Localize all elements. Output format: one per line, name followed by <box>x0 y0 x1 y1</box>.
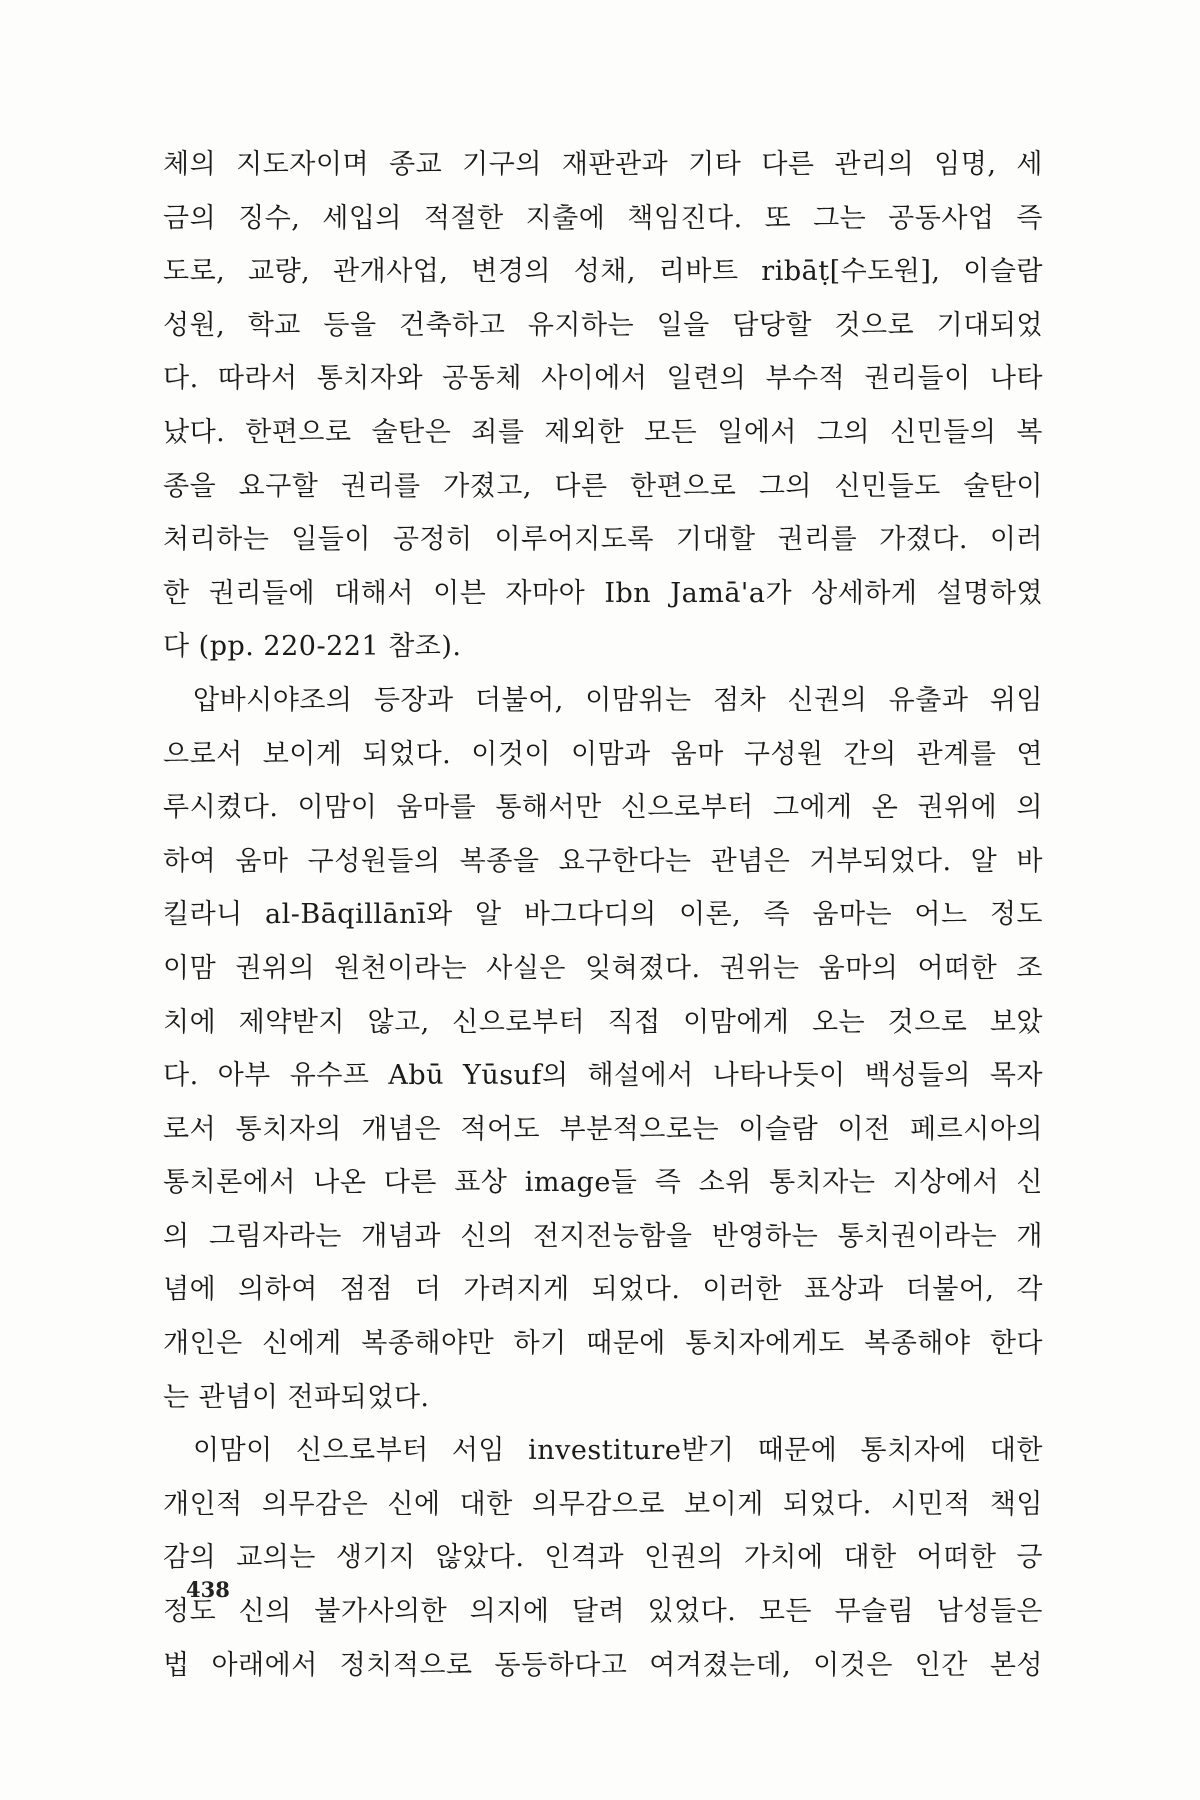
paragraph-2 <box>163 674 1043 1424</box>
text-line: 로서 통치자의 개념은 적어도 부분적으로는 이슬람 이전 페르시아의 <box>163 1113 1043 1145</box>
text-line: 종을 요구할 권리를 가졌고, 다른 한편으로 그의 신민들도 술탄이 <box>163 470 1043 502</box>
text-line: 치에 제약받지 않고, 신으로부터 직접 이맘에게 오는 것으로 보았 <box>163 1006 1043 1038</box>
text-line: 이맘 권위의 원천이라는 사실은 잊혀졌다. 권위는 움마의 어떠한 조 <box>163 952 1043 984</box>
text-line: 이맘이 신으로부터 서임 investiture받기 때문에 통치자에 대한 <box>193 1435 1043 1467</box>
text-line: 한 권리들에 대해서 이븐 자마아 Ibn Jamā'a가 상세하게 설명하였 <box>163 577 1043 609</box>
text-line: 개인적 의무감은 신에 대한 의무감으로 보이게 되었다. 시민적 책임 <box>163 1488 1043 1520</box>
text-line: 감의 교의는 생기지 않았다. 인격과 인권의 가치에 대한 어떠한 긍 <box>163 1542 1043 1574</box>
text-line: 금의 징수, 세입의 적절한 지출에 책임진다. 또 그는 공동사업 즉 <box>163 202 1043 234</box>
text-line: 으로서 보이게 되었다. 이것이 이맘과 움마 구성원 간의 관계를 연 <box>163 738 1043 770</box>
text-line: 킬라니 al-Bāqillānī와 알 바그다디의 이론, 즉 움마는 어느 정도 <box>163 899 1043 931</box>
text-line: 성원, 학교 등을 건축하고 유지하는 일을 담당할 것으로 기대되었 <box>163 309 1043 341</box>
page-number: 438 <box>186 1577 230 1602</box>
text-line: 체의 지도자이며 종교 기구의 재판관과 기타 다른 관리의 임명, 세 <box>163 149 1043 180</box>
text-line: 다. 따라서 통치자와 공동체 사이에서 일련의 부수적 권리들이 나타 <box>163 363 1043 395</box>
paragraph-3 <box>163 1424 1043 1692</box>
text-line: 압바시야조의 등장과 더불어, 이맘위는 점차 신권의 유출과 위임 <box>193 684 1043 716</box>
paragraph-1 <box>163 138 1043 674</box>
text-line: 다. 아부 유수프 Abū Yūsuf의 해설에서 나타나듯이 백성들의 목자 <box>163 1060 1043 1092</box>
text-line: 개인은 신에게 복종해야만 하기 때문에 통치자에게도 복종해야 한다 <box>163 1328 1043 1360</box>
text-line: 도로, 교량, 관개사업, 변경의 성채, 리바트 ribāṭ[수도원], 이슬람 <box>163 256 1043 288</box>
text-line: 통치론에서 나온 다른 표상 image들 즉 소위 통치자는 지상에서 신 <box>163 1167 1043 1199</box>
text-line: 처리하는 일들이 공정히 이루어지도록 기대할 권리를 가졌다. 이러 <box>163 524 1043 556</box>
text-line: 의 그림자라는 개념과 신의 전지전능함을 반영하는 통치권이라는 개 <box>163 1220 1043 1252</box>
text-line: 정도 신의 불가사의한 의지에 달려 있었다. 모든 무슬림 남성들은 <box>163 1596 1043 1628</box>
text-line: 하여 움마 구성원들의 복종을 요구한다는 관념은 거부되었다. 알 바 <box>163 845 1043 877</box>
text-line: 는 관념이 전파되었다. <box>163 1381 430 1413</box>
text-line: 났다. 한편으로 술탄은 죄를 제외한 모든 일에서 그의 신민들의 복 <box>163 416 1043 448</box>
body-text <box>163 138 1043 1692</box>
text-line: 루시켰다. 이맘이 움마를 통해서만 신으로부터 그에게 온 권위에 의 <box>163 792 1043 824</box>
text-line: 다 (pp. 220-221 참조). <box>163 631 462 663</box>
text-line: 념에 의하여 점점 더 가려지게 되었다. 이러한 표상과 더불어, 각 <box>163 1274 1043 1306</box>
text-line: 법 아래에서 정치적으로 동등하다고 여겨졌는데, 이것은 인간 본성 <box>163 1649 1043 1681</box>
